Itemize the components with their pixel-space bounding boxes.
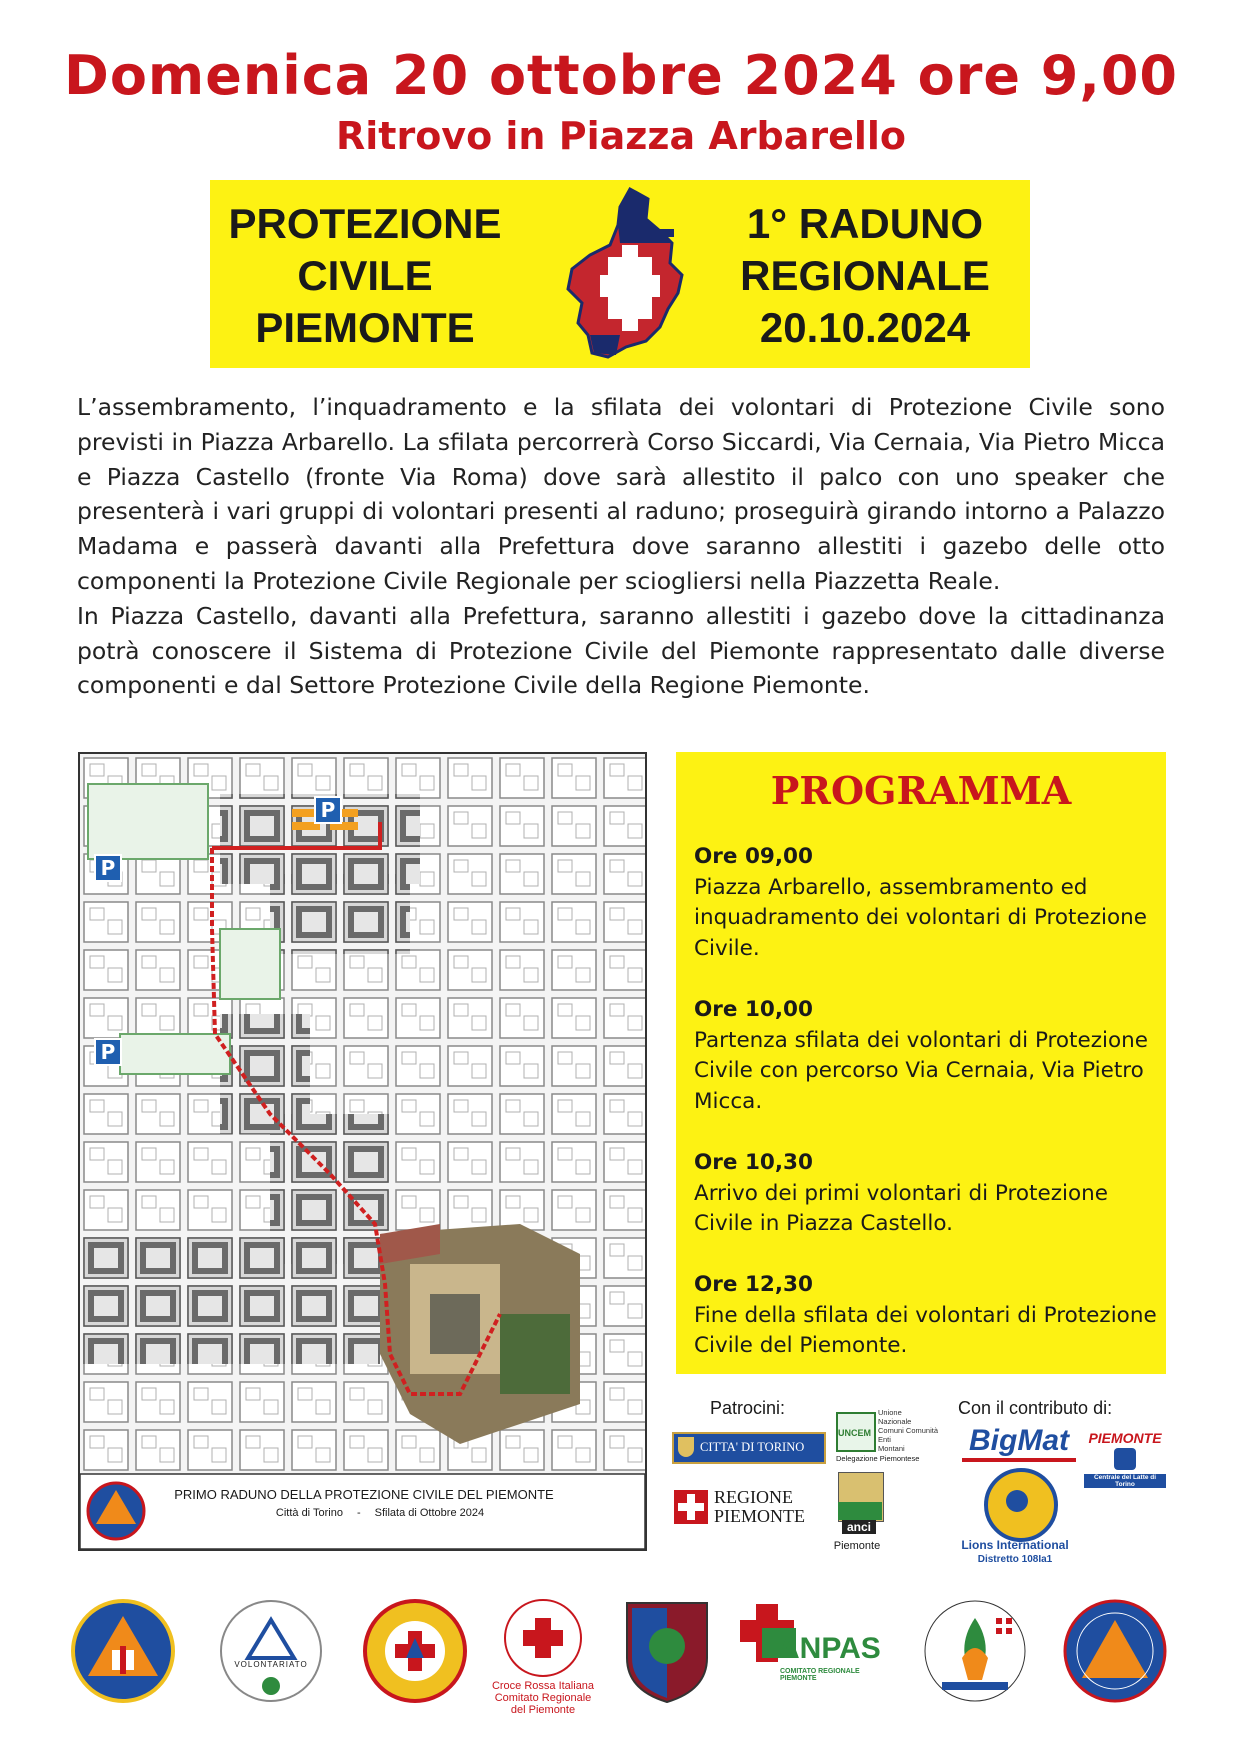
contributo-label: Con il contributo di: — [958, 1398, 1113, 1418]
program-box — [676, 752, 1166, 1374]
civil-protection-triangle-icon — [70, 1598, 176, 1704]
map-caption-city: Città di Torino — [275, 1507, 343, 1519]
uncem-line: Unione — [878, 1408, 902, 1417]
program-time: Ore 10,00 — [694, 997, 813, 1022]
banner-right-line: 20.10.2024 — [759, 304, 971, 351]
volontariato-emblem-icon — [218, 1598, 324, 1704]
meeting-point-subtitle: Ritrovo in Piazza Arbarello — [336, 114, 906, 158]
bigmat-logo: BigMat — [962, 1424, 1076, 1462]
banner-organization — [210, 198, 520, 354]
banner-left-line: CIVILE — [297, 252, 433, 299]
lions-head-icon — [1006, 1490, 1028, 1512]
soccorso-alpino-logo — [362, 1598, 468, 1704]
uncem-line: Enti — [878, 1435, 891, 1444]
lions-name: Lions International — [961, 1538, 1069, 1552]
shield-emblem-icon — [622, 1598, 712, 1704]
coordinamento-volontariato-logo — [70, 1598, 176, 1704]
protezione-civile-regione-logo — [1062, 1598, 1168, 1704]
program-time: Ore 09,00 — [694, 844, 813, 869]
banner-left-line: PROTEZIONE — [228, 200, 502, 247]
program-title: PROGRAMMA — [770, 768, 1072, 813]
lions-emblem-icon — [984, 1468, 1058, 1542]
aib-piemonte-logo — [922, 1598, 1028, 1704]
program-item — [694, 995, 1159, 1117]
banner-right-line: REGIONALE — [740, 252, 990, 299]
carabinieri-logo — [622, 1598, 728, 1704]
uncem-delegation: Delegazione Piemontese — [836, 1454, 920, 1463]
patrocini-label: Patrocini: — [710, 1398, 786, 1418]
anpas-logo — [738, 1598, 888, 1704]
civil-protection-emblem-icon — [1062, 1598, 1168, 1704]
alpine-rescue-emblem-icon — [362, 1598, 468, 1704]
intro-paragraph: In Piazza Castello, davanti alla Prefettura, saranno allestiti i gazebo dove la cittadinanza potrà conoscere il Sistema di Protezione Civile del Piemonte rappresentato dalle diverse componenti e dal Settore Protezione Civile della Regione Piemonte. — [77, 601, 1165, 700]
cri-line: Comitato Regionale — [494, 1692, 592, 1704]
uncem-line: Nazionale — [878, 1417, 912, 1426]
red-cross-emblem-icon — [490, 1598, 596, 1684]
intro-paragraph: L’assembramento, l’inquadramento e la sfilata dei volontari di Protezione Civile sono previsti in Piazza Arbarello. La sfilata percorrerà Corso Siccardi, Via Cernaia, Via Pietro Micca e Piazza Castello (fronte Via Roma) dove sarà allestito il palco con uno speaker che presenterà i vari gruppi di volontari presenti al raduno; proseguirà girando intorno a Palazzo Madama e passerà davanti alla Prefettura dove saranno allestiti i gazebo delle otto componenti la Protezione Civile Regionale per sciogliersi nella Piazzetta Reale. — [77, 393, 1165, 595]
anci-region: Piemonte — [833, 1540, 881, 1552]
uncem-line: Comuni Comunità — [878, 1426, 939, 1435]
event-date-title: Domenica 20 ottobre 2024 ore 9,00 — [64, 44, 1178, 107]
milk-icon — [1114, 1448, 1136, 1470]
anci-name: anci — [842, 1520, 876, 1534]
uncem-name: UNCEM — [838, 1428, 871, 1438]
volontariato-logo — [218, 1598, 324, 1704]
cri-line: Croce Rossa Italiana — [491, 1680, 595, 1692]
city-map-graphic — [80, 754, 645, 1549]
map-caption-subtitle — [230, 1507, 530, 1519]
anci-logo — [836, 1472, 886, 1546]
program-item — [694, 1270, 1159, 1362]
program-description: Fine della sfilata dei volontari di Protezione Civile del Piemonte. — [694, 1302, 1157, 1358]
program-description: Arrivo dei primi volontari di Protezione Civile in Piazza Castello. — [694, 1180, 1108, 1236]
hill-icon — [838, 1502, 882, 1520]
banner-left-line: PIEMONTE — [255, 304, 475, 351]
intro-text — [77, 390, 1165, 703]
map-caption-separator: - — [356, 1507, 361, 1519]
cri-line: del Piemonte — [510, 1704, 576, 1716]
volontariato-text: VOLONTARIATO — [234, 1660, 308, 1669]
anpas-name: ANPAS — [778, 1632, 881, 1665]
anpas-subtitle: COMITATO REGIONALE PIEMONTE — [780, 1668, 860, 1682]
regione-line: PIEMONTE — [714, 1506, 805, 1526]
program-description: Piazza Arbarello, assembramento ed inquadramento dei volontari di Protezione Civile. — [694, 874, 1147, 961]
cross-icon — [678, 1503, 704, 1511]
croce-rossa-logo — [490, 1598, 596, 1716]
map-caption-event: Sfilata di Ottobre 2024 — [374, 1507, 485, 1519]
cri-text — [480, 1680, 606, 1716]
banner-right-line: 1° RADUNO — [746, 200, 984, 247]
citta-torino-text: CITTA' DI TORINO — [700, 1440, 805, 1454]
route-map — [78, 752, 647, 1551]
program-item — [694, 1148, 1159, 1240]
piemonte-region-flag-icon — [560, 185, 690, 365]
uncem-line: Montani — [878, 1444, 905, 1453]
banner-event-name — [700, 198, 1030, 354]
uncem-lines — [878, 1408, 938, 1453]
parking-icon: P — [314, 796, 342, 824]
lions-district: Distretto 108Ia1 — [977, 1554, 1053, 1565]
program-description: Partenza sfilata dei volontari di Protezione Civile con percorso Via Cernaia, Via Pietro Micca. — [694, 1027, 1148, 1114]
aib-emblem-icon — [922, 1598, 1028, 1704]
event-banner — [210, 180, 1030, 368]
citta-torino-logo — [672, 1432, 826, 1464]
regione-piemonte-logo — [674, 1488, 824, 1528]
map-caption-title: PRIMO RADUNO DELLA PROTEZIONE CIVILE DEL PIEMONTE — [174, 1487, 554, 1502]
parking-icon: P — [94, 1038, 122, 1066]
latte-subtitle: Centrale del Latte di Torino — [1084, 1474, 1166, 1488]
centrale-latte-logo — [1084, 1430, 1166, 1494]
parking-icon: P — [94, 854, 122, 882]
shield-icon — [678, 1437, 694, 1457]
program-time: Ore 10,30 — [694, 1150, 813, 1175]
regione-line: REGIONE — [714, 1487, 793, 1507]
program-time: Ore 12,30 — [694, 1272, 813, 1297]
regione-text — [714, 1488, 805, 1526]
program-item — [694, 842, 1159, 964]
latte-brand: PIEMONTE — [1088, 1430, 1162, 1446]
